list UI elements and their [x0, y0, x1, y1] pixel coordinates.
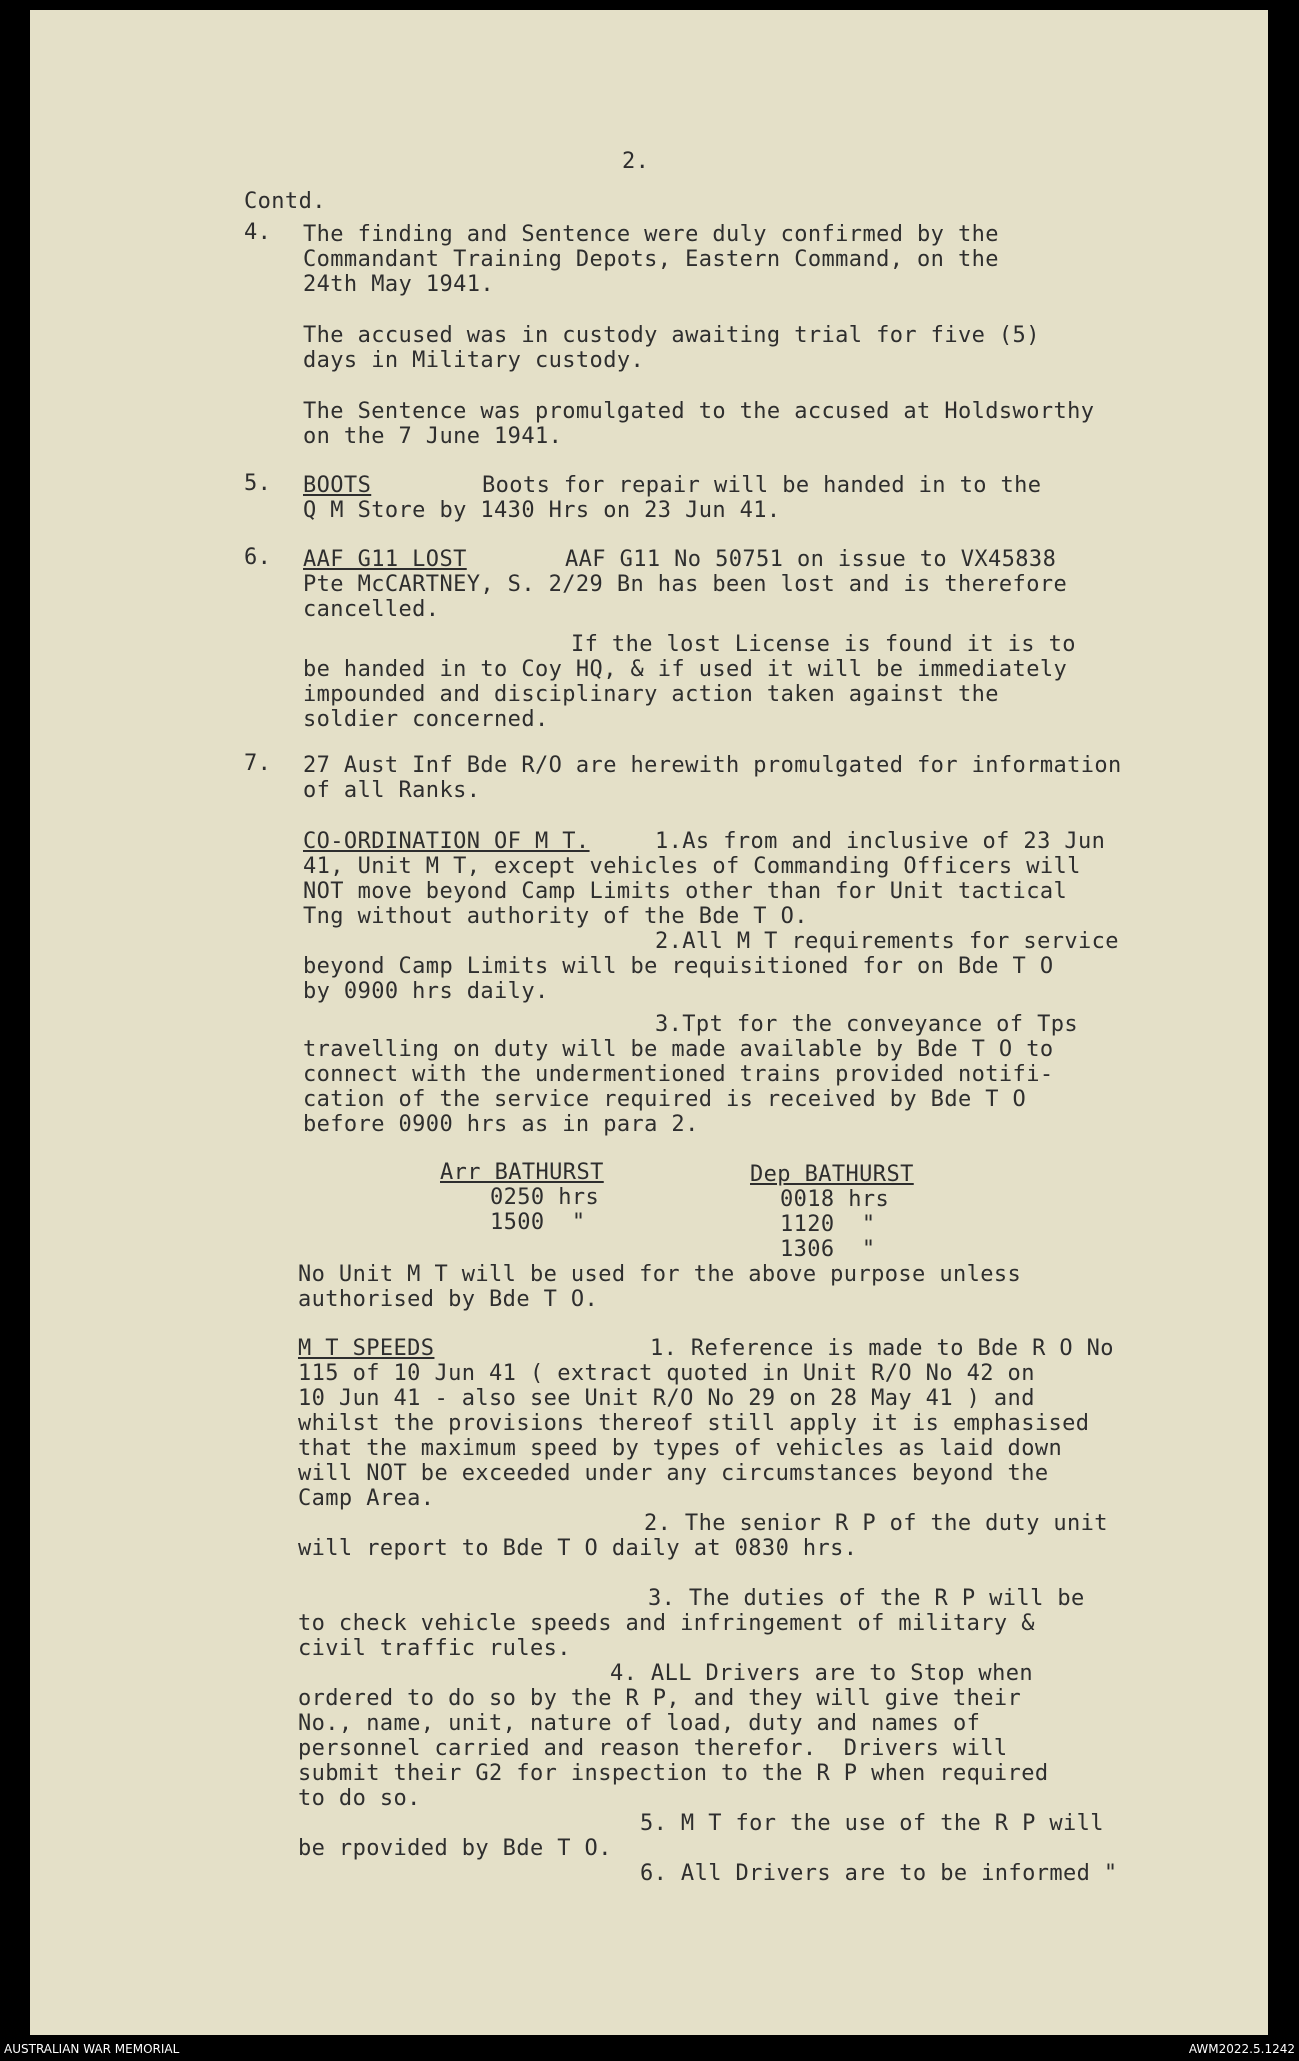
speeds-line: whilst the provisions thereof still apply it is emphasised [298, 1411, 1090, 1436]
para-4-line: Commandant Training Depots, Eastern Command, on the [303, 247, 999, 272]
trains-note-line: No Unit M T will be used for the above purpose unless [298, 1262, 1022, 1287]
para-5-heading: BOOTS [303, 473, 372, 498]
para-6-line: soldier concerned. [303, 707, 549, 732]
speeds-line: 1. Reference is made to Bde R O No [650, 1336, 1114, 1361]
speeds-line: 115 of 10 Jun 41 ( extract quoted in Unit R/O No 42 on [298, 1361, 1035, 1386]
speeds-line: will NOT be exceeded under any circumstances beyond the [298, 1461, 1049, 1486]
footer-source: AUSTRALIAN WAR MEMORIAL [4, 2042, 180, 2056]
para-4-line: The Sentence was promulgated to the accused at Holdsworthy [303, 399, 1095, 424]
para-6-line: Pte McCARTNEY, S. 2/29 Bn has been lost and is therefore [303, 572, 1068, 597]
coordination-line: 3.Tpt for the conveyance of Tps [655, 1012, 1078, 1037]
para-5-line: Boots for repair will be handed in to the [482, 473, 1042, 498]
para-6-line: AAF G11 No 50751 on issue to VX45838 [565, 547, 1057, 572]
coordination-line: connect with the undermentioned trains provided notifi- [303, 1062, 1054, 1087]
page-number: 2. [622, 149, 650, 174]
speeds-line: will report to Bde T O daily at 0830 hrs. [298, 1536, 858, 1561]
para-6-number: 6. [244, 545, 272, 570]
speeds-line: 4. ALL Drivers are to Stop when [610, 1661, 1033, 1686]
speeds-line: to do so. [298, 1786, 421, 1811]
trains-note-line: authorised by Bde T O. [298, 1287, 599, 1312]
coordination-line: Tng without authority of the Bde T O. [303, 904, 808, 929]
para-4-line: The finding and Sentence were duly confirmed by the [303, 222, 999, 247]
speeds-line: No., name, unit, nature of load, duty and names of [298, 1711, 981, 1736]
dep-heading: Dep BATHURST [750, 1162, 914, 1187]
speeds-line: that the maximum speed by types of vehicles as laid down [298, 1436, 1063, 1461]
arr-time: 1500 " [490, 1210, 586, 1235]
speeds-heading: M T SPEEDS [298, 1336, 435, 1361]
para-4-line: days in Military custody. [303, 348, 645, 373]
coordination-line: travelling on duty will be made available by Bde T O to [303, 1037, 1054, 1062]
para-6-line: be handed in to Coy HQ, & if used it will be immediately [303, 657, 1068, 682]
para-6-line: impounded and disciplinary action taken against the [303, 682, 999, 707]
speeds-line: Camp Area. [298, 1486, 435, 1511]
para-4-line: on the 7 June 1941. [303, 424, 563, 449]
speeds-line: to check vehicle speeds and infringement of military & [298, 1611, 1035, 1636]
coordination-line: cation of the service required is received by Bde T O [303, 1087, 1027, 1112]
speeds-line: 2. The senior R P of the duty unit [644, 1511, 1108, 1536]
para-6-line: cancelled. [303, 597, 440, 622]
coordination-line: 41, Unit M T, except vehicles of Commanding Officers will [303, 854, 1081, 879]
para-6-heading: AAF G11 LOST [303, 547, 467, 572]
para-7-line: 27 Aust Inf Bde R/O are herewith promulgated for information [303, 753, 1122, 778]
coordination-line: by 0900 hrs daily. [303, 979, 549, 1004]
speeds-line: 6. All Drivers are to be informed " [640, 1861, 1118, 1886]
speeds-line: 10 Jun 41 - also see Unit R/O No 29 on 28 May 41 ) and [298, 1386, 1035, 1411]
speeds-line: personnel carried and reason therefor. Drivers will [298, 1736, 1008, 1761]
para-6-line: If the lost License is found it is to [571, 632, 1076, 657]
speeds-line: 5. M T for the use of the R P will [640, 1811, 1104, 1836]
speeds-line: 3. The duties of the R P will be [648, 1586, 1085, 1611]
coordination-heading: CO-ORDINATION OF M T. [303, 829, 590, 854]
speeds-line: civil traffic rules. [298, 1636, 571, 1661]
speeds-line: submit their G2 for inspection to the R P when required [298, 1761, 1049, 1786]
coordination-line: 2.All M T requirements for service [655, 929, 1119, 954]
coordination-line: 1.As from and inclusive of 23 Jun [655, 829, 1106, 854]
dep-time: 1120 " [780, 1212, 876, 1237]
para-4-line: 24th May 1941. [303, 272, 495, 297]
dep-time: 0018 hrs [780, 1187, 890, 1212]
para-4-line: The accused was in custody awaiting trial for five (5) [303, 323, 1040, 348]
para-5-number: 5. [244, 471, 272, 496]
coordination-line: NOT move beyond Camp Limits other than for Unit tactical [303, 879, 1068, 904]
para-7-line: of all Ranks. [303, 778, 481, 803]
coordination-line: before 0900 hrs as in para 2. [303, 1112, 699, 1137]
para-5-line: Q M Store by 1430 Hrs on 23 Jun 41. [303, 498, 781, 523]
document-page [30, 10, 1268, 2035]
para-7-number: 7. [244, 751, 272, 776]
arr-time: 0250 hrs [490, 1185, 600, 1210]
arr-heading: Arr BATHURST [440, 1160, 604, 1185]
para-4-number: 4. [244, 220, 272, 245]
archive-footer [0, 2037, 1299, 2061]
footer-reference: AWM2022.5.1242 [1188, 2042, 1295, 2056]
speeds-line: be rpovided by Bde T O. [298, 1836, 612, 1861]
speeds-line: ordered to do so by the R P, and they will give their [298, 1686, 1022, 1711]
coordination-line: beyond Camp Limits will be requisitioned for on Bde T O [303, 954, 1054, 979]
dep-time: 1306 " [780, 1237, 876, 1262]
contd-label: Contd. [244, 189, 326, 214]
